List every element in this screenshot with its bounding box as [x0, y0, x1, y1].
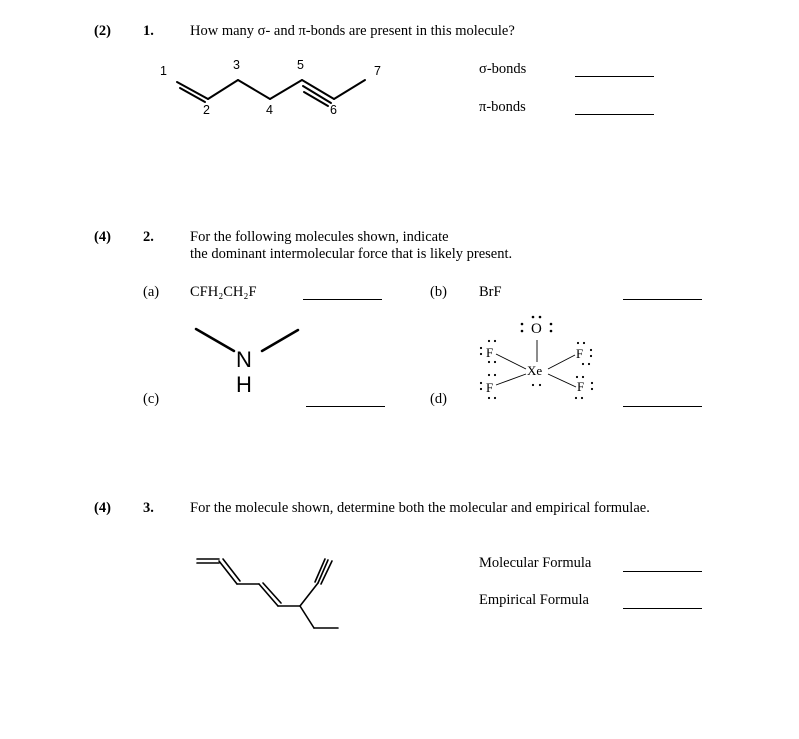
atom-label-6: 6 — [330, 103, 337, 117]
q3-prompt: For the molecule shown, determine both the molecular and empirical formulae. — [190, 500, 650, 516]
atom-label-3: 3 — [233, 58, 240, 72]
q2-prompt-line2: the dominant intermolecular force that is likely present. — [190, 246, 513, 262]
bond-q3-f — [300, 583, 318, 606]
q1-prompt: How many σ- and π-bonds are present in this molecule? — [190, 23, 515, 39]
q3-number: 3. — [143, 500, 154, 516]
atom-label-2: 2 — [203, 103, 210, 117]
fluorine-atom-top-right: F — [576, 346, 584, 361]
fluorine-atom-top-left: F — [486, 345, 494, 360]
part-b-molecule: BrF — [479, 284, 502, 300]
molecular-formula-label: Molecular Formula — [479, 555, 592, 571]
q2-prompt-line1: For the following molecules shown, indicate — [190, 229, 449, 245]
part-d-letter: (d) — [430, 391, 447, 407]
atom-label-7: 7 — [374, 64, 381, 78]
atom-label-4: 4 — [266, 103, 273, 117]
q1-number: 1. — [143, 23, 154, 39]
molecular-formula-answer-blank[interactable] — [623, 571, 702, 572]
amine-h-atom: H — [236, 372, 252, 397]
part-a-molecule: CFH₂CH₂F — [190, 284, 257, 300]
sigma-bonds-label: σ-bonds — [479, 61, 527, 77]
q1-points: (2) — [94, 23, 111, 39]
fluorine-atom-bottom-right: F — [577, 379, 585, 394]
bond-q3-g — [300, 606, 314, 628]
q2-number: 2. — [143, 229, 154, 245]
xenon-atom: Xe — [527, 363, 543, 378]
empirical-formula-label: Empirical Formula — [479, 592, 589, 608]
oxygen-atom: O — [531, 321, 542, 337]
q2-points: (4) — [94, 229, 111, 245]
q3-points: (4) — [94, 500, 111, 516]
amine-n-atom: N — [236, 347, 252, 372]
atom-label-1: 1 — [160, 64, 167, 78]
part-c-letter: (c) — [143, 391, 160, 407]
bond-q3-d — [259, 584, 278, 606]
part-a-letter: (a) — [143, 284, 160, 300]
pi-bonds-label: π-bonds — [479, 99, 526, 115]
empirical-formula-answer-blank[interactable] — [623, 608, 702, 609]
atom-label-5: 5 — [297, 58, 304, 72]
part-b-letter: (b) — [430, 284, 447, 300]
fluorine-atom-bottom-left: F — [486, 380, 494, 395]
